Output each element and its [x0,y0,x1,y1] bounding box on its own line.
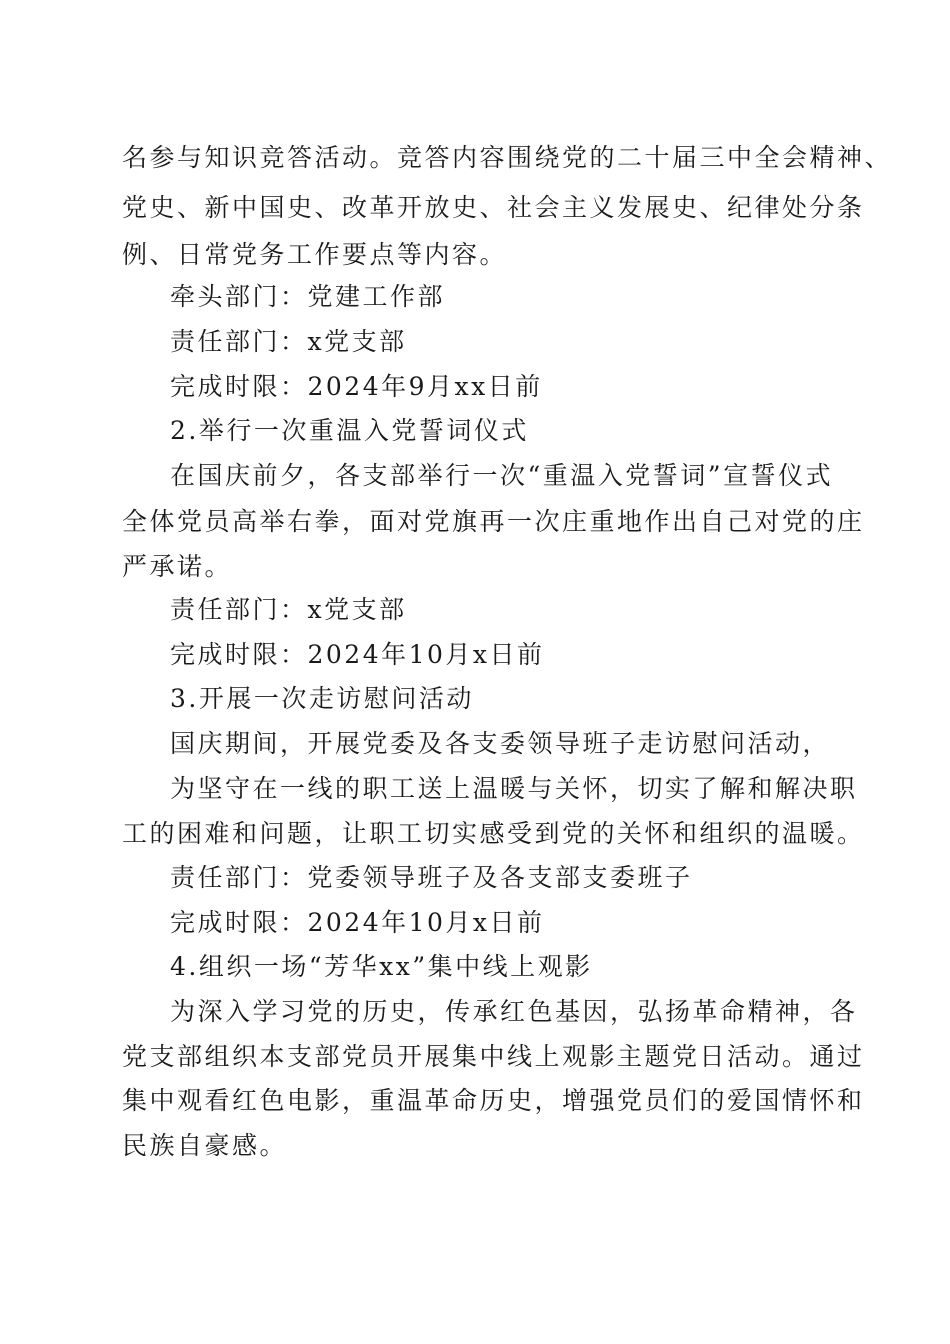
deadline-line: 完成时限：2024年10月x日前 [170,640,545,669]
section-heading: 4.组织一场“芳华xx”集中线上观影 [170,952,593,981]
body-text-line: 党史、新中国史、改革开放史、社会主义发展史、纪律处分条 [122,193,865,222]
body-text-line: 在国庆前夕，各支部举行一次“重温入党誓词”宣誓仪式 [170,461,834,490]
responsible-department-line: 责任部门：党委领导班子及各支部支委班子 [170,863,693,892]
body-text-line: 为坚守在一线的职工送上温暖与关怀，切实了解和解决职 [170,774,858,803]
body-text-line: 集中观看红色电影，重温革命历史，增强党员们的爱国情怀和 [122,1086,865,1115]
deadline-line: 完成时限：2024年9月xx日前 [170,372,543,401]
body-text-line: 全体党员高举右拳，面对党旗再一次庄重地作出自己对党的庄 [122,507,865,536]
section-heading: 3.开展一次走访慰问活动 [170,684,474,713]
lead-department-line: 牵头部门：党建工作部 [170,282,446,311]
body-text-line: 严承诺。 [122,552,233,581]
deadline-line: 完成时限：2024年10月x日前 [170,908,545,937]
responsible-department-line: 责任部门：x党支部 [170,595,407,624]
body-text-line: 例、日常党务工作要点等内容。 [122,240,508,269]
responsible-department-line: 责任部门：x党支部 [170,327,407,356]
body-text-line: 为深入学习党的历史，传承红色基因，弘扬革命精神，各 [170,997,858,1026]
body-text-line: 党支部组织本支部党员开展集中线上观影主题党日活动。通过 [122,1042,865,1071]
body-text-line: 工的困难和问题，让职工切实感受到党的关怀和组织的温暖。 [122,819,865,848]
section-heading: 2.举行一次重温入党誓词仪式 [170,416,529,445]
body-text-line: 国庆期间，开展党委及各支委领导班子走访慰问活动， [170,729,831,758]
body-text-line: 名参与知识竞答活动。竞答内容围绕党的二十届三中全会精神、 [122,143,893,172]
body-text-line: 民族自豪感。 [122,1131,288,1160]
